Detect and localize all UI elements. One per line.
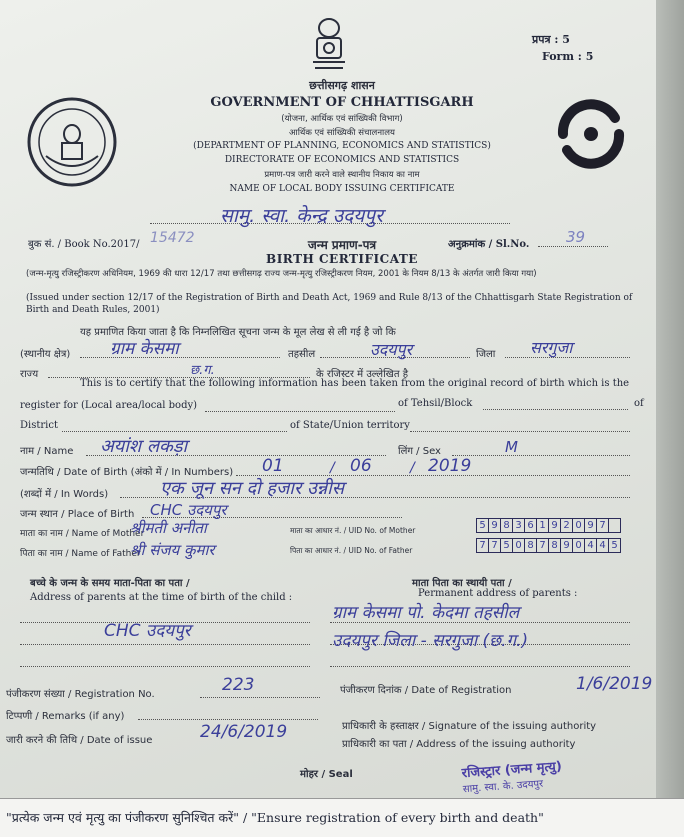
directorate-hi: आर्थिक एवं सांख्यिकी संचालनालय (289, 128, 395, 138)
paper-edge (656, 0, 684, 837)
registration-date-value: 1/6/2019 (576, 674, 653, 694)
state-label-hi: राज्य (20, 369, 39, 380)
local-area-value: ग्राम केसमा (110, 339, 179, 359)
form-number-hi: प्रपत्र : 5 (532, 33, 570, 46)
serial-number-value: 39 (566, 228, 586, 246)
issuer-label-hi: प्रमाण-पत्र जारी करने वाले स्थानीय निकाय का नाम (264, 170, 420, 180)
father-uid-label: पिता का आधार नं. / UID No. of Father (290, 546, 413, 555)
place-of-birth-value: CHC उदयपुर (150, 501, 227, 519)
government-title: GOVERNMENT OF CHHATTISGARH (210, 95, 474, 110)
registration-number-line (200, 697, 320, 698)
permanent-address-label-hi: माता पिता का स्थायी पता / (412, 578, 512, 589)
legal-text-en: (Issued under section 12/17 of the Registration of Birth and Death Act, 1969 and Rule 8/13 of the Chhattisgarh State Registration of Birth and Death Rules, 2001) (26, 293, 633, 315)
dob-day: 01 (262, 456, 284, 476)
register-text-hi: के रजिस्टर में उल्लेखित है (316, 369, 409, 380)
seal-label: मोहर / Seal (300, 769, 353, 780)
footer-text: "प्रत्येक जन्म एवं मृत्यु का पंजीकरण सुनिश्चित करें" / "Ensure registration of every birth and death" (6, 810, 544, 825)
permanent-address-value-1: ग्राम केसमा पो. केदमा तहसील (332, 603, 520, 623)
mother-name-label: माता का नाम / Name of Mother (20, 529, 145, 539)
remarks-label: टिप्पणी / Remarks (if any) (6, 711, 125, 722)
registration-number-value: 223 (222, 675, 255, 695)
of-label: of (634, 398, 644, 409)
title-hi: जन्म प्रमाण-पत्र (307, 238, 377, 252)
authority-signature-label: प्राधिकारी के हस्ताक्षर / Signature of the issuing authority (342, 721, 597, 732)
father-uid-boxes: 7 7 5 0 8 7 8 9 0 4 4 5 (476, 538, 621, 553)
sex-label: लिंग / Sex (398, 446, 441, 457)
state-name-hi: छत्तीसगढ़ शासन (309, 79, 375, 92)
legal-text-hi: (जन्म-मृत्यु रजिस्ट्रीकरण अधिनियम, 1969 की धारा 12/17 तथा छत्तीसगढ़ राज्य जन्म-मृत्यु रजिस्ट्रीकरण नियम, 2001 के नियम 8/13 के अंतर्गत जारी किया गया) (26, 269, 537, 279)
state-value: छ.ग. (190, 363, 215, 378)
place-of-birth-label: जन्म स्थान / Place of Birth (20, 509, 135, 520)
tehsil-label-en: of Tehsil/Block (398, 398, 473, 409)
birth-address-line-3 (20, 666, 310, 667)
department-en: (DEPARTMENT OF PLANNING, ECONOMICS AND STATISTICS) (193, 141, 491, 151)
remarks-line (138, 719, 318, 720)
child-name-value: अयांश लकड़ा (100, 436, 188, 457)
dob-separator-1: / (330, 460, 335, 476)
mother-uid-boxes: 5 9 8 3 6 1 9 2 0 9 7 (476, 518, 621, 533)
dob-month: 06 (350, 456, 372, 476)
permanent-address-value-2: उदयपुर जिला - सरगुजा (छ.ग.) (332, 631, 529, 651)
issuer-name-value: सामु. स्वा. केन्द्र उदयपुर (220, 205, 383, 227)
register-label-en: register for (Local area/local body) (20, 400, 198, 411)
district-value: सरगुजा (530, 338, 573, 357)
birth-address-value: CHC उदयपुर (104, 621, 191, 641)
issue-date-value: 24/6/2019 (200, 722, 288, 742)
department-hi-sub: (योजना, आर्थिक एवं सांख्यिकी विभाग) (281, 114, 403, 124)
district-line-en (62, 431, 287, 432)
form-number-en: Form : 5 (542, 50, 594, 63)
local-area-label: (स्थानीय क्षेत्र) (20, 349, 71, 360)
certify-text-en: This is to certify that the following information has been taken from the original record of birth which is the (80, 378, 630, 389)
perm-address-line-3 (330, 666, 630, 667)
district-label-en: District (20, 420, 58, 431)
tehsil-label: तहसील (288, 349, 316, 360)
father-name-value: श्री संजय कुमार (130, 541, 215, 559)
birth-address-label-hi: बच्चे के जन्म के समय माता-पिता का पता / (30, 578, 190, 589)
tehsil-value: उदयपुर (370, 340, 413, 359)
book-number-value: 15472 (150, 230, 195, 246)
name-label: नाम / Name (20, 446, 74, 457)
tehsil-line-en (483, 409, 628, 410)
words-label: (शब्दों में / In Words) (20, 489, 109, 500)
dob-in-words-value: एक जून सन दो हजार उन्नीस (160, 478, 345, 499)
mother-name-value: श्रीमती अनीता (130, 519, 207, 537)
state-seal-icon (26, 96, 118, 188)
state-territory-label-en: of State/Union territory (290, 420, 410, 431)
dob-year: 2019 (428, 456, 472, 476)
national-emblem-icon (303, 12, 355, 76)
dob-separator-2: / (410, 460, 415, 476)
district-label-hi: जिला (476, 349, 496, 360)
sex-line (452, 455, 630, 456)
authority-address-label: प्राधिकारी का पता / Address of the issuing authority (342, 739, 576, 750)
issue-date-label: जारी करने की तिथि / Date of issue (6, 735, 153, 746)
dob-label: जन्मतिथि / Date of Birth (अंको में / In Numbers) (20, 467, 234, 478)
footer-banner (0, 798, 684, 837)
father-name-label: पिता का नाम / Name of Father (20, 549, 141, 559)
sex-value: M (505, 438, 518, 456)
serial-number-label: अनुक्रमांक / Sl.No. (448, 239, 530, 250)
certificate-logo-icon (555, 98, 627, 170)
state-line-en (410, 431, 630, 432)
registrar-stamp (461, 753, 613, 795)
permanent-address-label-en: Permanent address of parents : (418, 588, 578, 599)
book-number-label: बुक सं. / Book No.2017/ (28, 239, 140, 250)
mother-uid-label: माता का आधार नं. / UID No. of Mother (290, 526, 416, 535)
birth-address-line-2 (20, 644, 310, 645)
certify-text-hi: यह प्रमाणित किया जाता है कि निम्नलिखित सूचना जन्म के मूल लेख से ली गई है जो कि (80, 327, 396, 338)
stamp-line-1: रजिस्ट्रार (जन्म मृत्यु) (461, 759, 563, 782)
stamp-line-2: सामु. स्वा. के. उदयपुर (462, 778, 544, 796)
registration-date-label: पंजीकरण दिनांक / Date of Registration (340, 685, 512, 696)
title-en: BIRTH CERTIFICATE (266, 252, 418, 266)
register-line-en (205, 411, 395, 412)
directorate-en: DIRECTORATE OF ECONOMICS AND STATISTICS (224, 155, 460, 165)
birth-address-label-en: Address of parents at the time of birth of the child : (30, 592, 293, 603)
issuer-label-en: NAME OF LOCAL BODY ISSUING CERTIFICATE (229, 184, 455, 194)
registration-number-label: पंजीकरण संख्या / Registration No. (6, 689, 155, 700)
